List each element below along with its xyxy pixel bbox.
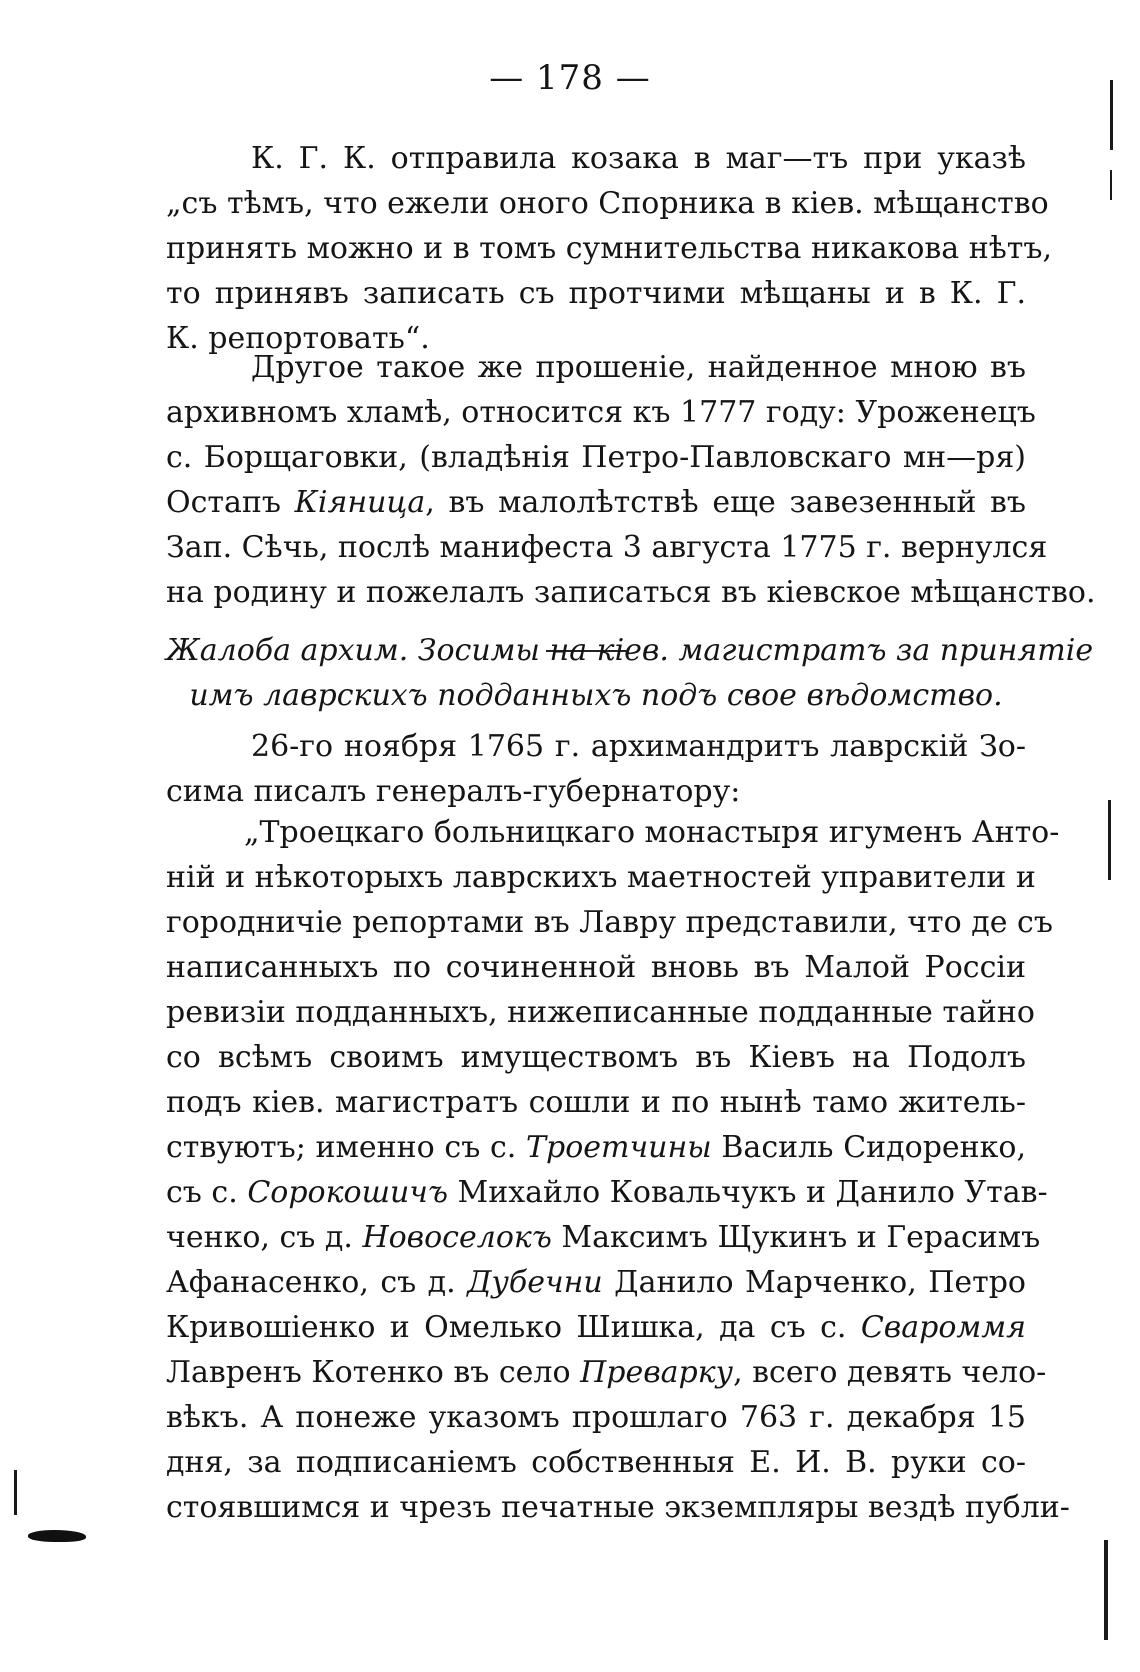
paragraph-4-quotation <box>166 810 1070 1530</box>
text-run: съ с. <box>166 1175 248 1210</box>
place-name: Новоселокъ <box>362 1220 552 1255</box>
heading-line: имъ лаврскихъ подданныхъ подъ свое вѣдомство. <box>189 678 1003 713</box>
text-line: ній и нѣкоторыхъ лаврскихъ маетностей управители и <box>166 860 1036 895</box>
text-line: на родину и пожелалъ записаться въ кіевское мѣщанство. <box>166 575 1096 610</box>
text-run: ченко, съ д. <box>166 1220 363 1255</box>
text-line: дня, за подписаніемъ собственныя Е. И. В. руки со- <box>166 1445 1026 1480</box>
text-line: Другое такое же прошеніе, найденное мною въ <box>251 350 1026 385</box>
text-line: стоявшимся и чрезъ печатные экземпляры вездѣ публи- <box>166 1490 1070 1525</box>
text-line: подъ кіев. магистратъ сошли и по нынѣ тамо житель- <box>166 1085 1026 1120</box>
person-name: Кіяница <box>294 485 426 520</box>
text-line: ревизіи подданныхъ, нижеписанные подданные тайно <box>166 995 1035 1030</box>
text-run: Остапъ <box>166 485 295 520</box>
text-line <box>166 1260 1026 1305</box>
text-run: Василь Сидоренко, <box>711 1130 1026 1165</box>
text-run: Максимъ Щукинъ и Герасимъ <box>551 1220 1041 1255</box>
text-run: , всего девять чело- <box>733 1355 1047 1390</box>
scan-edge-mark <box>1104 1540 1108 1640</box>
text-line: К. Г. К. отправила козака в маг—тъ при указѣ <box>251 141 1026 176</box>
place-name: Троетчины <box>526 1130 712 1165</box>
section-heading <box>166 628 1094 718</box>
scan-edge-mark <box>14 1470 17 1515</box>
text-line <box>166 480 1026 525</box>
text-line: с. Борщаговки, (владѣнія Петро-Павловскаго мн—ря) <box>166 440 1026 475</box>
text-line: архивномъ хламѣ, относится къ 1777 году: Уроженецъ <box>166 395 1036 430</box>
text-line <box>166 1170 1048 1215</box>
text-line: „съ тѣмъ, что ежели оного Спорника в кіев. мѣщанство <box>166 186 1049 221</box>
scan-edge-mark <box>1110 80 1113 150</box>
paragraph-1 <box>166 136 1053 361</box>
text-line: 26-го ноября 1765 г. архимандритъ лаврскій Зо- <box>251 729 1026 764</box>
text-line <box>166 1350 1047 1395</box>
place-name: Сорокошичъ <box>247 1175 448 1210</box>
text-run: Кривошіенко и Омелько Шишка, да съ с. <box>166 1310 861 1345</box>
text-line: принять можно и в томъ сумнительства никакова нѣтъ, <box>166 231 1053 266</box>
text-run: , въ малолѣтствѣ еще завезенный въ <box>425 485 1026 520</box>
text-line: со всѣмъ своимъ имуществомъ въ Кіевъ на Подолъ <box>166 1040 1026 1075</box>
text-run: Данило Марченко, Петро <box>602 1265 1026 1300</box>
paragraph-3 <box>166 724 1026 814</box>
scan-edge-mark <box>1108 800 1111 880</box>
scan-blot <box>28 1530 86 1542</box>
text-line <box>166 1305 1026 1350</box>
text-line: К. репортовать“. <box>166 321 430 356</box>
scan-edge-mark <box>1110 170 1112 200</box>
text-line <box>166 1215 1041 1260</box>
text-run: Афанасенко, съ д. <box>166 1265 468 1300</box>
text-line: вѣкъ. А понеже указомъ прошлаго 763 г. декабря 15 <box>166 1400 1026 1435</box>
text-line: написанныхъ по сочиненной вновь въ Малой Россіи <box>166 950 1026 985</box>
text-line: городничіе репортами въ Лавру представили, что де съ <box>166 905 1053 940</box>
text-line: сима писалъ генералъ-губернатору: <box>166 774 741 809</box>
place-name: Свароммя <box>860 1310 1026 1345</box>
place-name: Преварку <box>580 1355 734 1390</box>
paragraph-2 <box>166 345 1096 615</box>
text-line: Зап. Сѣчь, послѣ манифеста 3 августа 1775 г. вернулся <box>166 530 1048 565</box>
place-name: Дубечни <box>467 1265 603 1300</box>
text-line: то принявъ записать съ протчими мѣщаны и в К. Г. <box>166 276 1026 311</box>
text-run: ствуютъ; именно съ с. <box>166 1130 527 1165</box>
text-run: Лавренъ Котенко въ село <box>166 1355 581 1390</box>
text-line <box>166 1125 1026 1170</box>
text-line: „Троецкаго больницкаго монастыря игуменъ Анто- <box>244 815 1060 850</box>
page-number: — 178 — <box>489 58 651 98</box>
text-run: Михайло Ковальчукъ и Данило Утав- <box>447 1175 1048 1210</box>
heading-line: Жалоба архим. Зосимы на кіев. магистратъ за принятіе <box>166 633 1094 668</box>
